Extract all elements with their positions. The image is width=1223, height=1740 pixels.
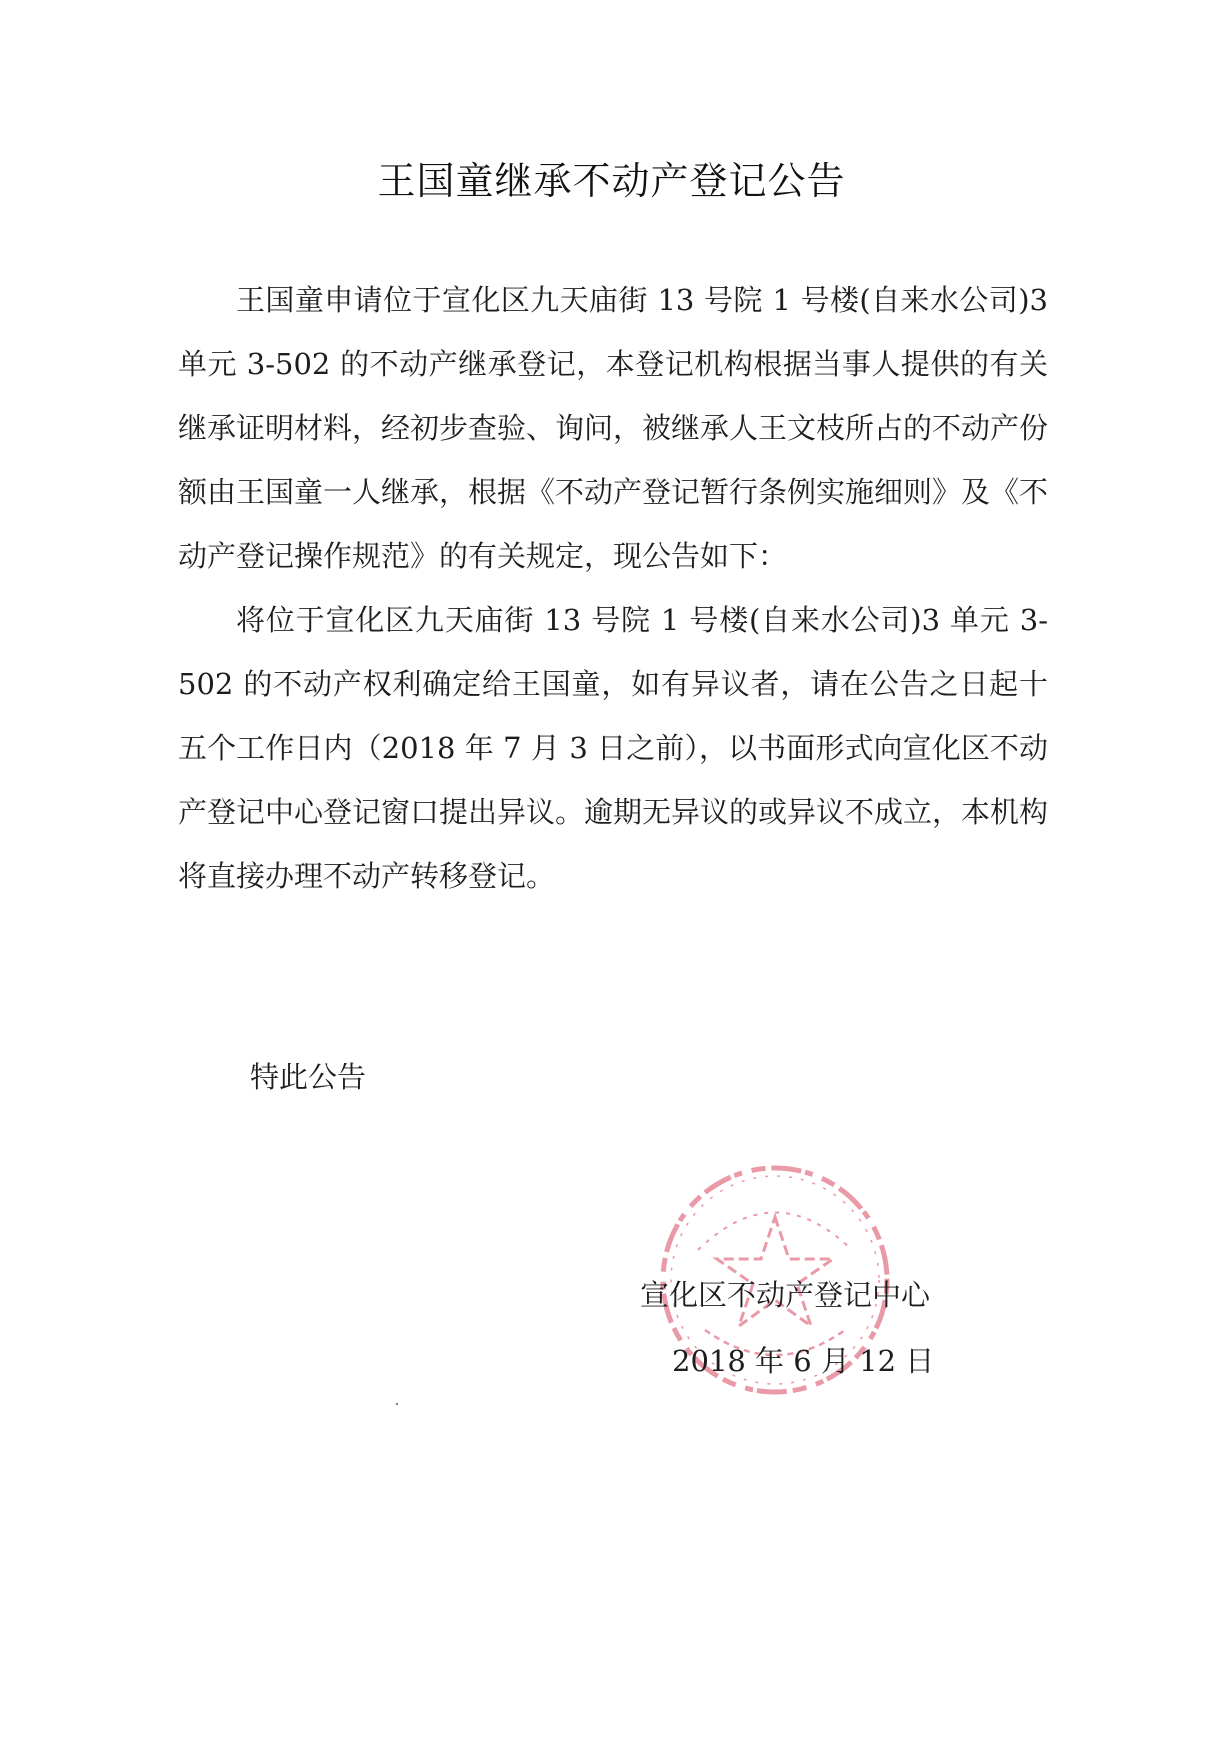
- closing-remark: 特此公告: [250, 1060, 367, 1094]
- document-body: [178, 268, 1048, 908]
- issue-date: 2018 年 6 月 12 日: [672, 1344, 935, 1378]
- signature-block: [640, 1262, 980, 1394]
- document-title: 王国童继承不动产登记公告: [377, 159, 846, 203]
- body-paragraph-2: 将位于宣化区九天庙街 13 号院 1 号楼(自来水公司)3 单元 3-502 的不动产权利确定给王国童，如有异议者，请在公告之日起十五个工作日内（2018 年 7 月 3 日之前），以书面形式向宣化区不动产登记中心登记窗口提出异议。逾期无异议的或异议不成立，本机构将直接办理不动产转移登记。: [178, 603, 1049, 893]
- issuing-organization: 宣化区不动产登记中心: [640, 1278, 931, 1312]
- body-paragraph-1: 王国童申请位于宣化区九天庙街 13 号院 1 号楼(自来水公司)3 单元 3-502 的不动产继承登记，本登记机构根据当事人提供的有关继承证明材料，经初步查验、询问，被继承人王文枝所占的不动产份额由王国童一人继承，根据《不动产登记暂行条例实施细则》及《不动产登记操作规范》的有关规定，现公告如下：: [178, 283, 1049, 573]
- scan-speck: [396, 1403, 398, 1405]
